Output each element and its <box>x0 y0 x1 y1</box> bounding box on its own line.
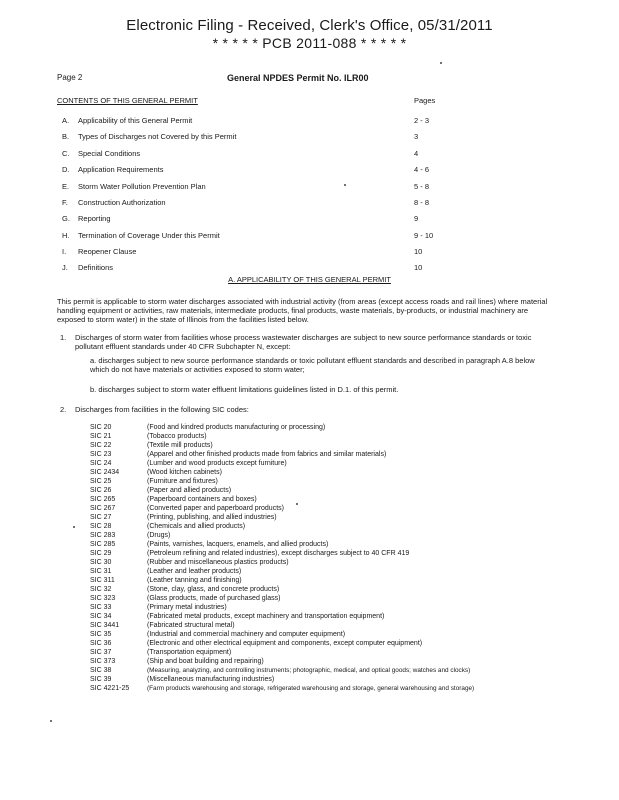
contents-heading: CONTENTS OF THIS GENERAL PERMIT <box>57 96 198 105</box>
sic-description: (Fabricated structural metal) <box>147 622 235 629</box>
sic-description: (Food and kindred products manufacturing or processing) <box>147 424 326 431</box>
toc-letter: H. <box>62 231 70 240</box>
sic-code: SIC 2434 <box>90 469 120 476</box>
toc-pages: 3 <box>414 132 419 141</box>
sic-code: SIC 29 <box>90 550 112 557</box>
sic-code: SIC 285 <box>90 541 116 548</box>
sic-code: SIC 28 <box>90 523 112 530</box>
sic-code: SIC 37 <box>90 649 112 656</box>
sic-row <box>0 450 619 459</box>
sic-description: (Printing, publishing, and allied industries) <box>147 514 277 521</box>
sic-description: (Fabricated metal products, except machinery and transportation equipment) <box>147 613 385 620</box>
sic-row <box>0 432 619 441</box>
item-2-text: Discharges from facilities in the following SIC codes: <box>75 405 249 414</box>
toc-title: Types of Discharges not Covered by this Permit <box>78 132 237 141</box>
scan-speck <box>296 503 298 505</box>
toc-letter: C. <box>62 149 70 158</box>
toc-item <box>0 132 619 142</box>
sic-description: (Electronic and other electrical equipment and components, except computer equipment) <box>147 640 423 647</box>
sic-row <box>0 585 619 594</box>
toc-item <box>0 165 619 175</box>
toc-pages: 10 <box>414 247 423 256</box>
sic-description: (Primary metal industries) <box>147 604 227 611</box>
sic-row <box>0 441 619 450</box>
toc-pages: 5 - 8 <box>414 182 430 191</box>
toc-title: Storm Water Pollution Prevention Plan <box>78 182 206 191</box>
filing-stamp-line-1: Electronic Filing - Received, Clerk's Office, 05/31/2011 <box>126 17 493 34</box>
page-label: Page 2 <box>57 73 83 82</box>
sic-code: SIC 35 <box>90 631 112 638</box>
toc-title: Reopener Clause <box>78 247 137 256</box>
sic-code: SIC 283 <box>90 532 116 539</box>
toc-item <box>0 247 619 257</box>
sic-code: SIC 22 <box>90 442 112 449</box>
sic-description: (Paper and allied products) <box>147 487 232 494</box>
sic-code: SIC 36 <box>90 640 112 647</box>
toc-letter: A. <box>62 116 70 125</box>
toc-pages: 4 - 6 <box>414 165 430 174</box>
sic-row <box>0 567 619 576</box>
sic-code: SIC 33 <box>90 604 112 611</box>
sic-row <box>0 666 619 675</box>
filing-stamp-line-2: * * * * * PCB 2011-088 * * * * * <box>212 35 407 51</box>
sic-description: (Ship and boat building and repairing) <box>147 658 264 665</box>
sic-description: (Chemicals and allied products) <box>147 523 246 530</box>
section-a-heading: A. APPLICABILITY OF THIS GENERAL PERMIT <box>228 275 391 284</box>
toc-title: Termination of Coverage Under this Permit <box>78 231 220 240</box>
sic-description: (Leather tanning and finishing) <box>147 577 242 584</box>
toc-letter: D. <box>62 165 70 174</box>
toc-item <box>0 263 619 273</box>
toc-pages: 10 <box>414 263 423 272</box>
sic-row <box>0 621 619 630</box>
sic-code: SIC 38 <box>90 667 112 674</box>
toc-item <box>0 182 619 192</box>
sic-code: SIC 39 <box>90 676 112 683</box>
item-1-text: Discharges of storm water from facilities whose process wastewater discharges are subject to new source performance standards or toxic pollutant effluent standards under 40 CFR Subchapter N, except: <box>75 333 532 351</box>
sic-description: (Lumber and wood products except furniture) <box>147 460 287 467</box>
scan-speck <box>73 526 75 528</box>
sic-description: (Paperboard containers and boxes) <box>147 496 257 503</box>
sic-description: (Wood kitchen cabinets) <box>147 469 222 476</box>
sic-code: SIC 25 <box>90 478 112 485</box>
sic-row <box>0 558 619 567</box>
scan-speck <box>440 62 442 64</box>
toc-title: Special Conditions <box>78 149 141 158</box>
toc-item <box>0 198 619 208</box>
section-a-intro: This permit is applicable to storm water discharges associated with industrial activity (from areas (except access roads and rail lines) where material handling equipment or activities, raw materials, intermediate products, final products, waste materials, by-products, or industrial machinery are exposed to storm water) in the state of Illinois from the facilities listed below. <box>57 297 548 324</box>
item-1a-text: a. discharges subject to new source performance standards or toxic pollutant effluent standards and described in paragraph A.8 below which do not have materials or activities exposed to storm water; <box>90 356 535 374</box>
sic-description: (Drugs) <box>147 532 171 539</box>
sic-description: (Industrial and commercial machinery and computer equipment) <box>147 631 346 638</box>
sic-description: (Farm products warehousing and storage, refrigerated warehousing and storage, general warehousing and storage) <box>147 685 475 692</box>
sic-code: SIC 31 <box>90 568 112 575</box>
sic-description: (Leather and leather products) <box>147 568 242 575</box>
sic-code: SIC 20 <box>90 424 112 431</box>
toc-title: Definitions <box>78 263 114 272</box>
sic-description: (Paints, varnishes, lacquers, enamels, and allied products) <box>147 541 329 548</box>
sic-row <box>0 504 619 513</box>
sic-row <box>0 423 619 432</box>
sic-row <box>0 603 619 612</box>
toc-title: Applicability of this General Permit <box>78 116 193 125</box>
sic-code: SIC 34 <box>90 613 112 620</box>
sic-code: SIC 373 <box>90 658 116 665</box>
sic-row <box>0 477 619 486</box>
item-1-number: 1. <box>60 333 67 342</box>
sic-description: (Stone, clay, glass, and concrete products) <box>147 586 280 593</box>
sic-row <box>0 522 619 531</box>
sic-row <box>0 594 619 603</box>
sic-row <box>0 576 619 585</box>
sic-code: SIC 323 <box>90 595 116 602</box>
sic-description: (Petroleum refining and related industries), except discharges subject to 40 CFR 419 <box>147 550 410 557</box>
toc-letter: G. <box>62 214 70 223</box>
toc-letter: I. <box>62 247 67 256</box>
sic-row <box>0 459 619 468</box>
toc-title: Application Requirements <box>78 165 164 174</box>
toc-pages: 8 - 8 <box>414 198 430 207</box>
sic-code: SIC 4221-25 <box>90 685 130 692</box>
sic-description: (Measuring, analyzing, and controlling instruments; photographic, medical, and optical goods; watches and clocks) <box>147 667 471 674</box>
sic-description: (Transportation equipment) <box>147 649 232 656</box>
sic-code: SIC 311 <box>90 577 115 584</box>
toc-pages: 9 - 10 <box>414 231 434 240</box>
toc-title: Construction Authorization <box>78 198 166 207</box>
sic-row <box>0 684 619 693</box>
toc-letter: J. <box>62 263 68 272</box>
sic-code: SIC 30 <box>90 559 112 566</box>
sic-description: (Rubber and miscellaneous plastics products) <box>147 559 289 566</box>
sic-row <box>0 468 619 477</box>
scan-speck <box>50 720 52 722</box>
sic-code: SIC 265 <box>90 496 116 503</box>
sic-row <box>0 648 619 657</box>
pages-heading: Pages <box>414 96 436 105</box>
sic-description: (Glass products, made of purchased glass) <box>147 595 281 602</box>
toc-title: Reporting <box>78 214 111 223</box>
sic-code: SIC 3441 <box>90 622 120 629</box>
sic-row <box>0 657 619 666</box>
sic-description: (Furniture and fixtures) <box>147 478 218 485</box>
sic-code: SIC 32 <box>90 586 112 593</box>
sic-row <box>0 540 619 549</box>
sic-description: (Tobacco products) <box>147 433 207 440</box>
sic-row <box>0 639 619 648</box>
sic-row <box>0 486 619 495</box>
sic-description: (Textile mill products) <box>147 442 213 449</box>
sic-row <box>0 513 619 522</box>
toc-letter: F. <box>62 198 68 207</box>
toc-item <box>0 214 619 224</box>
sic-description: (Miscellaneous manufacturing industries) <box>147 676 275 683</box>
sic-code: SIC 24 <box>90 460 112 467</box>
sic-row <box>0 549 619 558</box>
sic-row <box>0 612 619 621</box>
sic-code: SIC 27 <box>90 514 112 521</box>
toc-pages: 2 - 3 <box>414 116 430 125</box>
toc-letter: E. <box>62 182 70 191</box>
toc-letter: B. <box>62 132 70 141</box>
toc-pages: 4 <box>414 149 419 158</box>
sic-row <box>0 630 619 639</box>
sic-description: (Converted paper and paperboard products) <box>147 505 284 512</box>
sic-description: (Apparel and other finished products made from fabrics and similar materials) <box>147 451 387 458</box>
toc-pages: 9 <box>414 214 419 223</box>
toc-item <box>0 231 619 241</box>
sic-row <box>0 495 619 504</box>
item-1b-text: b. discharges subject to storm water effluent limitations guidelines listed in D.1. of this permit. <box>90 385 399 394</box>
item-2-number: 2. <box>60 405 67 414</box>
permit-title: General NPDES Permit No. ILR00 <box>227 73 369 83</box>
sic-code: SIC 267 <box>90 505 116 512</box>
sic-row <box>0 531 619 540</box>
scan-speck <box>344 184 346 186</box>
sic-code: SIC 26 <box>90 487 112 494</box>
sic-code: SIC 23 <box>90 451 112 458</box>
sic-code: SIC 21 <box>90 433 112 440</box>
toc-item <box>0 149 619 159</box>
sic-row <box>0 675 619 684</box>
toc-item <box>0 116 619 126</box>
